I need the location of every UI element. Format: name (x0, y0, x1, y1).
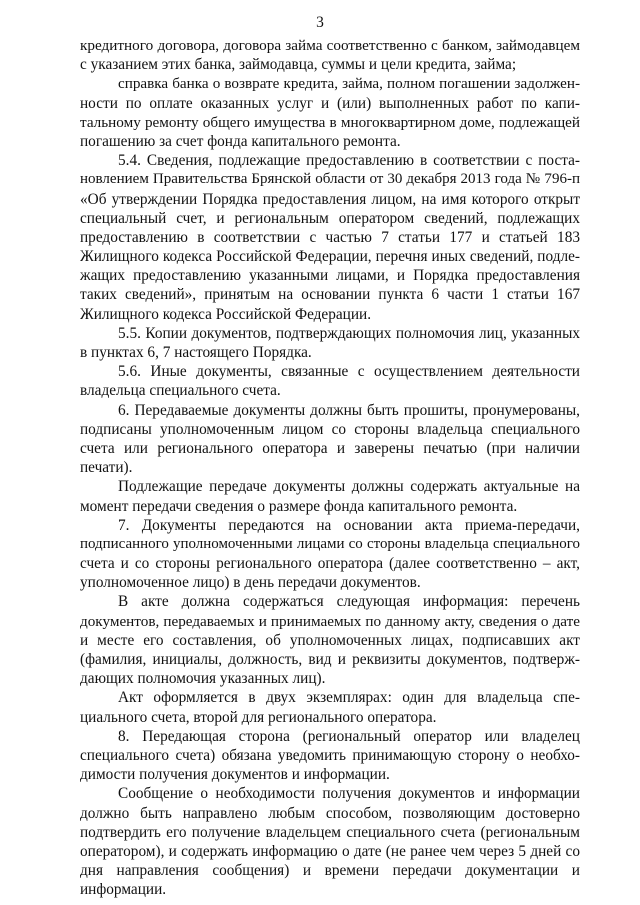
text-line: «Об утверждении Порядка предоставления лицом, на имя которого открыт (80, 190, 580, 208)
paragraph (80, 477, 580, 515)
paragraph (80, 688, 580, 726)
document-body (80, 36, 580, 899)
text-line: 5.4. Сведения, подлежащие предоставлению в соответствии с поста- (118, 152, 580, 170)
paragraph (80, 74, 580, 151)
text-line: подтвердить его получение владельцем специального счета (региональным (80, 823, 580, 841)
paragraph (80, 151, 580, 324)
text-line: кредитного договора, договора займа соответственно с банком, займодавцем (80, 37, 580, 54)
text-line: 5.6. Иные документы, связанные с осуществлением деятельности (118, 363, 580, 381)
text-line: и месте его составления, об уполномоченных лицах, подписавших акт (80, 631, 580, 649)
text-line: Жилищного кодекса Российской Федерации, перечня иных сведений, подле- (80, 248, 580, 266)
text-line: информации. (80, 881, 167, 899)
text-line: Жилищного кодекса Российской Федерации. (80, 305, 372, 323)
text-line: жащих предоставлению указанными лицами, и Порядка предоставления (80, 267, 580, 285)
text-line: специального счета) обязана уведомить принимающую сторону о необхо- (80, 746, 580, 764)
text-line: печати). (80, 459, 133, 477)
text-line: ности по оплате оказанных услуг и (или) выполненных работ по капи- (80, 94, 580, 112)
text-line: Сообщение о необходимости получения документов и информации (118, 785, 580, 803)
text-line: дня направления сообщения) и времени передачи документации и (80, 862, 580, 880)
paragraph (80, 401, 580, 478)
paragraph (80, 324, 580, 362)
text-line: 7. Документы передаются на основании акта приема-передачи, (118, 516, 580, 534)
paragraph (80, 362, 580, 400)
paragraph (80, 727, 580, 785)
paragraph (80, 516, 580, 593)
text-line: (фамилия, инициалы, должность, вид и реквизиты документов, подтверж- (80, 651, 580, 668)
text-line: владельца специального счета. (80, 382, 281, 400)
text-line: оператором), и содержать информацию о дате (не ранее чем через 5 дней со (80, 842, 580, 860)
text-line: димости получения документов и информации. (80, 766, 390, 784)
text-line: счета или регионального оператора и заверены печатью (при наличии (80, 439, 580, 457)
text-line: 6. Передаваемые документы должны быть прошиты, пронумерованы, (118, 401, 580, 419)
text-line: справка банка о возврате кредита, займа, полном погашении задолжен- (118, 75, 580, 93)
text-line: таких сведений», принятым на основании пункта 6 части 1 статьи 167 (80, 286, 580, 304)
text-line: погашению за счет фонда капитального ремонта. (80, 132, 401, 150)
paragraph (80, 36, 580, 74)
text-line: новлением Правительства Брянской области от 30 декабря 2013 года № 796-п (80, 171, 580, 188)
text-line: Акт оформляется в двух экземплярах: один для владельца спе- (118, 689, 580, 707)
text-line: Подлежащие передаче документы должны содержать актуальные на (118, 478, 580, 496)
text-line: уполномоченное лицо) в день передачи документов. (80, 574, 421, 592)
paragraph (80, 592, 580, 688)
page-number: 3 (316, 14, 324, 31)
text-line: должно быть направлено любым способом, позволяющим достоверно (80, 804, 580, 822)
text-line: специальный счет, и региональным оператором сведений, подлежащих (80, 209, 580, 227)
text-line: момент передачи сведения о размере фонда капитального ремонта. (80, 497, 518, 515)
paragraph (80, 784, 580, 899)
text-line: счета и со стороны регионального оператора (далее соответственно – акт, (80, 555, 580, 573)
text-line: В акте должна содержаться следующая информация: перечень (118, 593, 580, 611)
text-line: документов, передаваемых и принимаемых по данному акту, сведения о дате (80, 612, 580, 630)
text-line: предоставлению в соответствии с частью 7 статьи 177 и статьей 183 (80, 228, 580, 246)
text-line: дающих полномочия указанных лиц). (80, 670, 326, 688)
text-line: 8. Передающая сторона (региональный оператор или владелец (118, 727, 580, 745)
text-line: подписаны уполномоченным лицом со стороны владельца специального (80, 420, 580, 438)
text-line: циального счета, второй для регионального оператора. (80, 708, 437, 726)
text-line: с указанием этих банка, займодавца, суммы и цели кредита, займа; (80, 56, 517, 74)
text-line: 5.5. Копии документов, подтверждающих полномочия лиц, указанных (118, 324, 580, 342)
text-line: в пунктах 6, 7 настоящего Порядка. (80, 344, 312, 361)
text-line: тальному ремонту общего имущества в многоквартирном доме, подлежащей (80, 113, 580, 131)
text-line: подписанного уполномоченными лицами со стороны владельца специального (80, 535, 580, 552)
